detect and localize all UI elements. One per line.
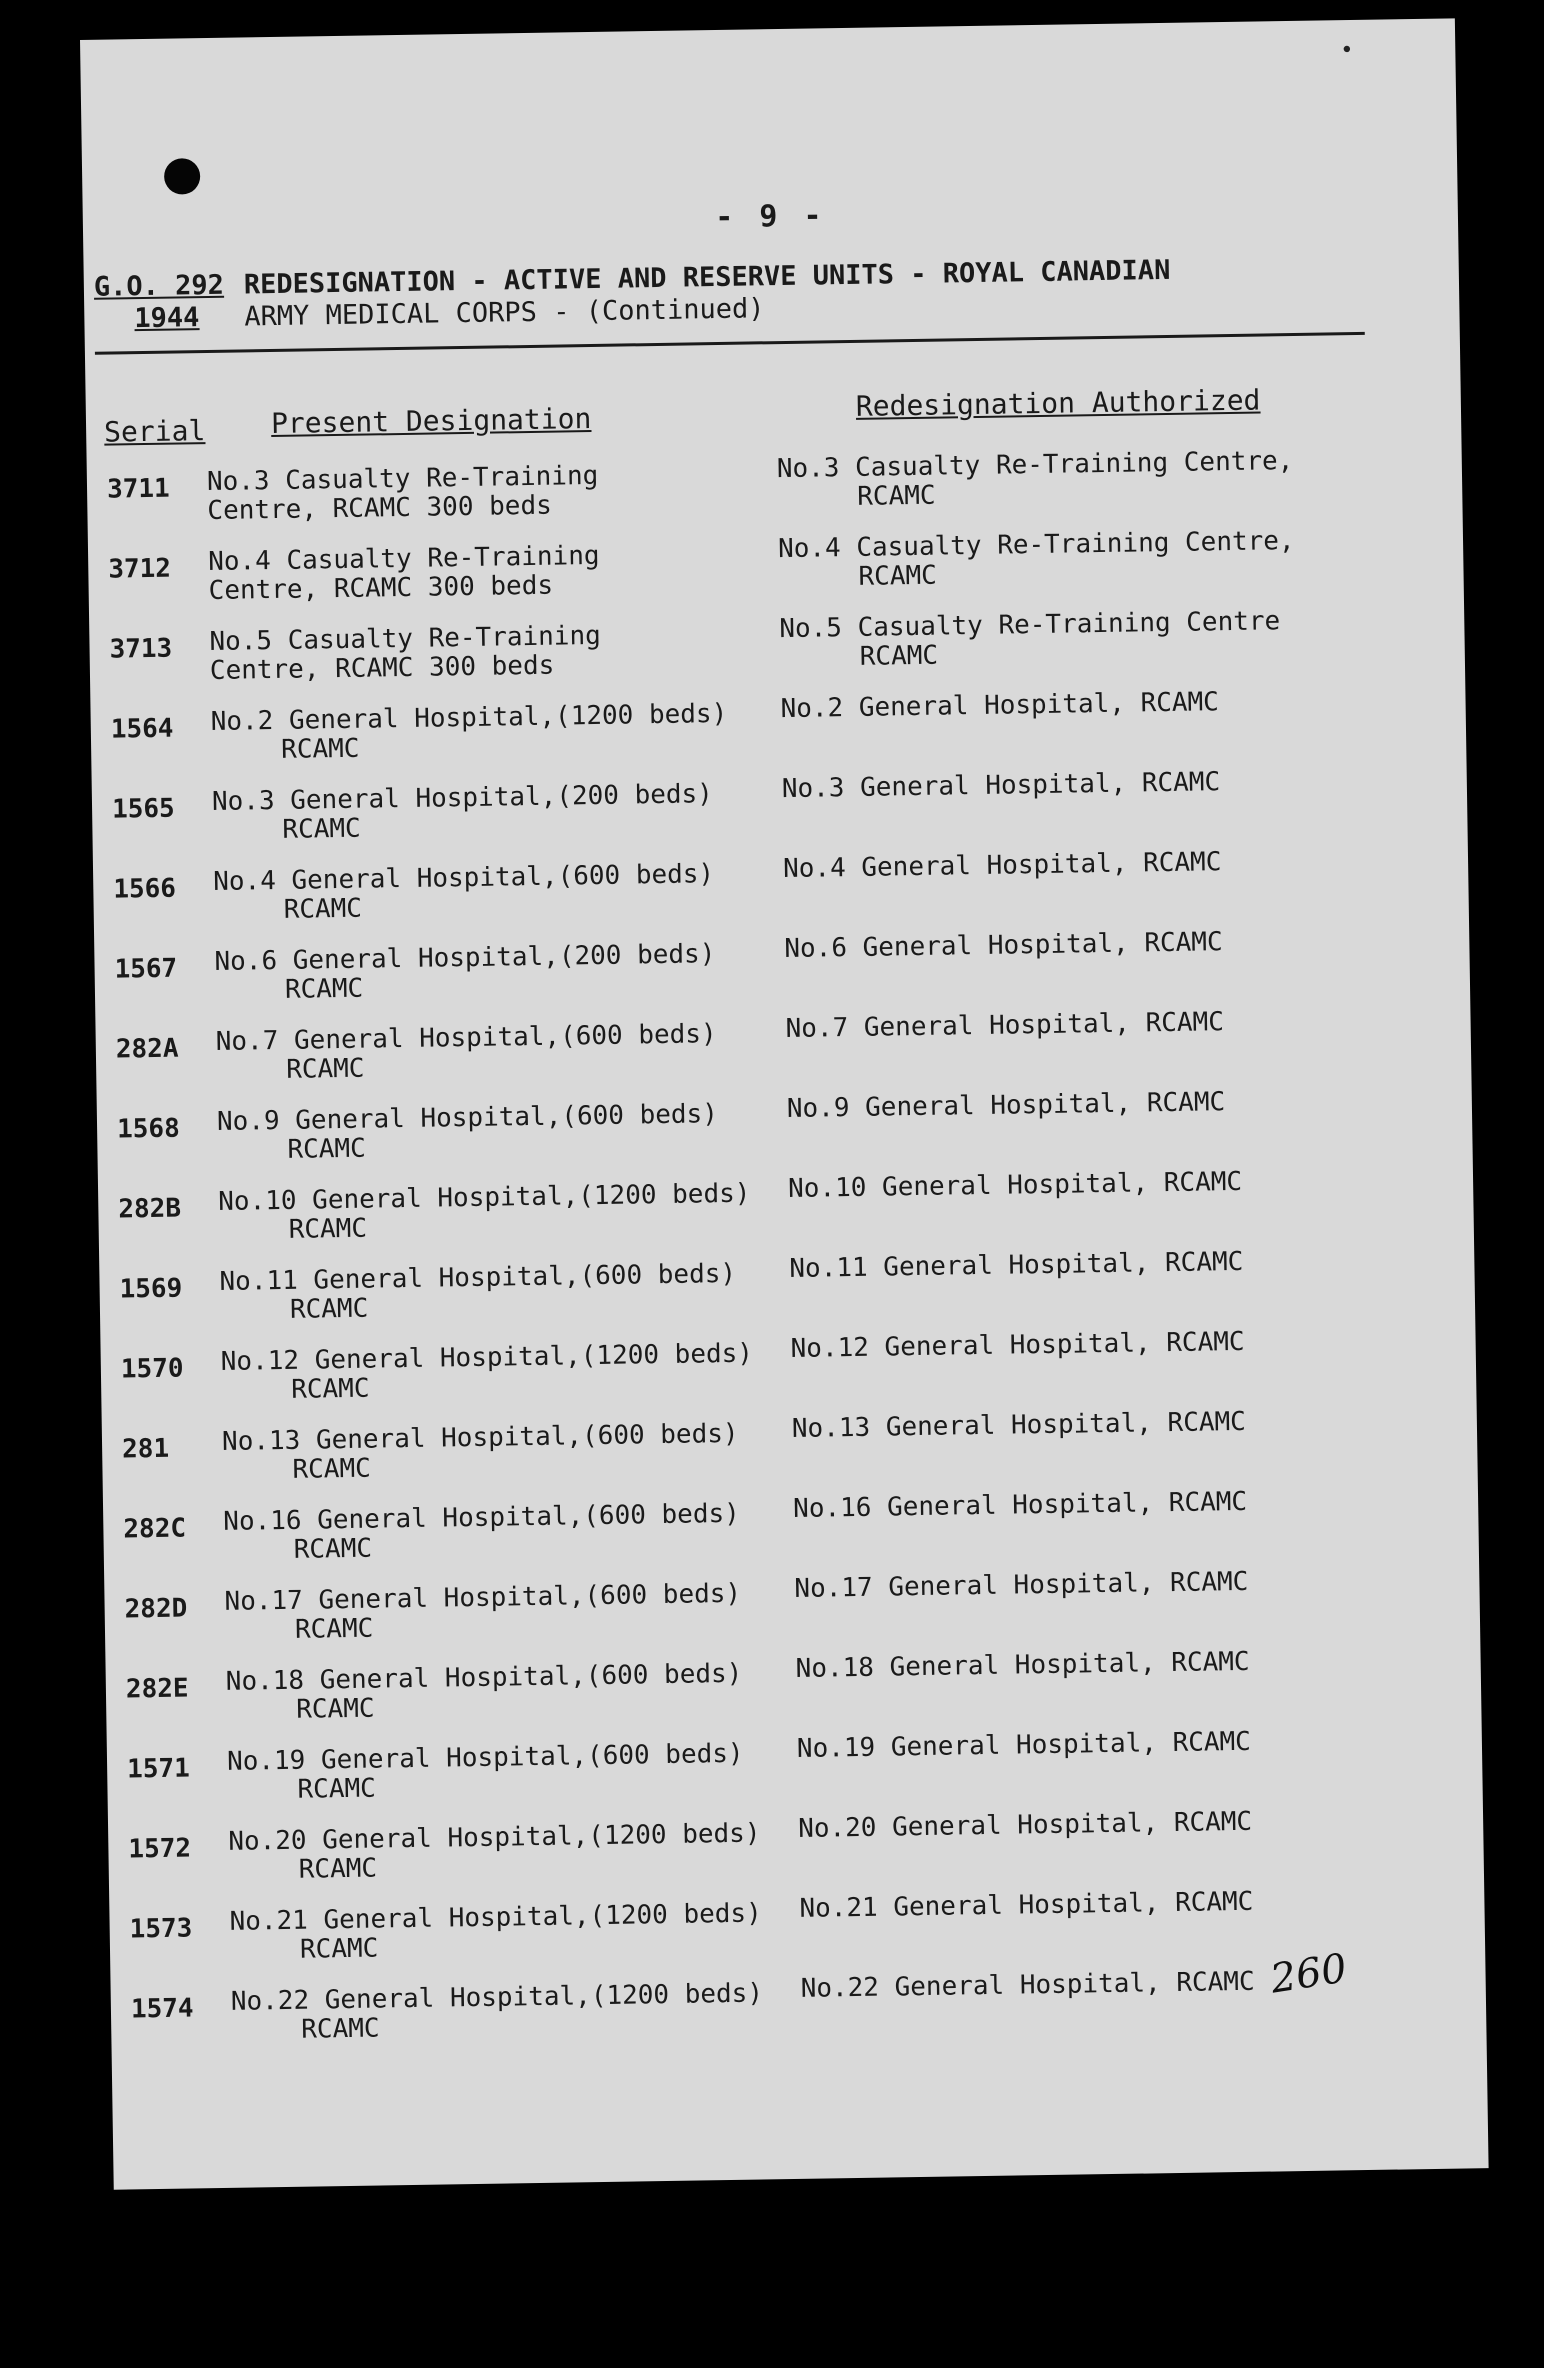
serial-cell: 282C xyxy=(123,1513,187,1545)
edge-mark: • xyxy=(1340,37,1354,64)
present-line-2: RCAMC xyxy=(288,1213,368,1245)
present-designation-cell xyxy=(212,779,773,846)
serial-cell: 281 xyxy=(121,1433,170,1465)
present-designation-cell xyxy=(219,1259,780,1326)
present-line-2: RCAMC xyxy=(293,1533,373,1565)
redesignation-line-2: RCAMC xyxy=(857,480,936,512)
present-line-1: No.2 General Hospital,(1200 beds) xyxy=(210,698,728,738)
present-line-2: Centre, RCAMC 300 beds xyxy=(207,490,552,527)
redesignation-cell xyxy=(778,525,1419,593)
present-line-1: No.12 General Hospital,(1200 beds) xyxy=(220,1338,754,1377)
serial-cell: 1568 xyxy=(116,1113,180,1145)
present-designation-cell xyxy=(218,1179,779,1246)
present-designation-cell xyxy=(221,1339,782,1406)
punch-hole xyxy=(164,158,201,195)
redesignation-line-1: No.12 General Hospital, RCAMC xyxy=(790,1326,1245,1364)
present-designation-cell xyxy=(209,619,770,686)
serial-cell: 1566 xyxy=(113,873,177,905)
present-designation-cell xyxy=(222,1419,783,1486)
redesignation-line-1: No.4 General Hospital, RCAMC xyxy=(782,847,1222,885)
redesignation-line-1: No.11 General Hospital, RCAMC xyxy=(789,1246,1244,1285)
present-designation-cell xyxy=(229,1899,790,1966)
present-line-2: RCAMC xyxy=(289,1293,369,1325)
present-line-1: No.9 General Hospital,(600 beds) xyxy=(216,1099,719,1137)
present-designation-cell xyxy=(217,1099,778,1166)
present-line-2: RCAMC xyxy=(298,1853,378,1885)
redesignation-cell xyxy=(779,605,1420,673)
present-designation-cell xyxy=(228,1819,789,1886)
document-title xyxy=(244,252,1345,333)
present-line-2: Centre, RCAMC 300 beds xyxy=(209,650,555,687)
present-line-2: RCAMC xyxy=(292,1453,371,1485)
present-designation-cell xyxy=(216,1019,777,1086)
present-designation-cell xyxy=(226,1659,787,1726)
redesignation-line-1: No.18 General Hospital, RCAMC xyxy=(795,1646,1250,1684)
general-order-number: G.O. 292 xyxy=(93,269,225,303)
serial-cell: 1564 xyxy=(110,713,174,745)
present-line-2: RCAMC xyxy=(282,813,361,845)
redesignation-line-1: No.20 General Hospital, RCAMC xyxy=(797,1806,1253,1844)
redesignation-line-1: No.10 General Hospital, RCAMC xyxy=(787,1166,1243,1205)
present-line-2: Centre, RCAMC 300 beds xyxy=(208,570,554,607)
table-header xyxy=(86,383,1406,449)
serial-cell: 1567 xyxy=(114,953,178,985)
serial-cell: 1570 xyxy=(120,1353,184,1385)
page-number: - 9 - xyxy=(714,198,826,236)
general-order-year: 1944 xyxy=(134,302,200,335)
present-line-2: RCAMC xyxy=(294,1613,374,1645)
present-line-1: No.3 Casualty Re-Training xyxy=(206,460,599,498)
present-designation-cell xyxy=(224,1579,785,1646)
header-present-designation: Present Designation xyxy=(270,402,592,441)
redesignation-cell xyxy=(777,445,1418,513)
redesignation-line-1: No.7 General Hospital, RCAMC xyxy=(785,1007,1225,1045)
redesignation-line-1: No.17 General Hospital, RCAMC xyxy=(794,1566,1249,1604)
serial-cell: 1573 xyxy=(129,1913,193,1945)
document-page xyxy=(80,18,1489,2189)
serial-cell: 3713 xyxy=(109,633,173,665)
present-designation-cell xyxy=(223,1499,784,1566)
present-line-1: No.18 General Hospital,(600 beds) xyxy=(225,1658,743,1697)
present-designation-cell xyxy=(214,939,775,1006)
redesignation-line-1: No.13 General Hospital, RCAMC xyxy=(791,1406,1247,1444)
present-line-1: No.4 General Hospital,(600 beds) xyxy=(213,859,715,898)
serial-cell: 1574 xyxy=(130,1993,194,2025)
designation-table xyxy=(87,445,1432,2070)
present-line-1: No.4 Casualty Re-Training xyxy=(207,540,600,578)
present-line-2: RCAMC xyxy=(290,1373,370,1405)
redesignation-line-2: RCAMC xyxy=(859,640,939,672)
serial-cell: 282D xyxy=(124,1593,188,1625)
present-line-1: No.5 Casualty Re-Training xyxy=(209,620,602,658)
present-line-1: No.13 General Hospital,(600 beds) xyxy=(221,1418,739,1457)
present-designation-cell xyxy=(211,699,772,766)
header-serial: Serial xyxy=(103,414,206,449)
redesignation-line-1: No.9 General Hospital, RCAMC xyxy=(786,1087,1226,1125)
present-designation-cell xyxy=(213,859,774,926)
present-line-1: No.11 General Hospital,(600 beds) xyxy=(219,1258,737,1297)
present-line-2: RCAMC xyxy=(297,1773,377,1805)
title-line-1: REDESIGNATION - ACTIVE AND RESERVE UNITS - ROYAL CANADIAN xyxy=(243,254,1171,301)
present-designation-cell xyxy=(227,1739,788,1806)
present-line-1: No.22 General Hospital,(1200 beds) xyxy=(230,1978,764,2017)
present-designation-cell xyxy=(208,539,769,606)
redesignation-line-1: No.2 General Hospital, RCAMC xyxy=(780,687,1220,725)
serial-cell: 282E xyxy=(125,1673,189,1705)
present-line-2: RCAMC xyxy=(280,733,360,765)
present-line-1: No.20 General Hospital,(1200 beds) xyxy=(228,1818,761,1857)
header-redesignation-authorized: Redesignation Authorized xyxy=(855,383,1261,423)
present-line-2: RCAMC xyxy=(283,893,363,925)
redesignation-line-1: No.16 General Hospital, RCAMC xyxy=(792,1486,1248,1524)
present-designation-cell xyxy=(231,1979,792,2046)
present-line-2: RCAMC xyxy=(301,2013,380,2045)
present-line-2: RCAMC xyxy=(296,1693,375,1725)
present-line-1: No.6 General Hospital,(200 beds) xyxy=(214,939,716,977)
serial-cell: 282B xyxy=(118,1193,182,1225)
present-line-1: No.7 General Hospital,(600 beds) xyxy=(215,1019,717,1057)
present-line-1: No.19 General Hospital,(600 beds) xyxy=(226,1738,744,1777)
present-line-2: RCAMC xyxy=(285,1053,365,1085)
redesignation-line-1: No.4 Casualty Re-Training Centre, xyxy=(777,525,1295,565)
present-line-1: No.16 General Hospital,(600 beds) xyxy=(223,1498,741,1537)
redesignation-line-1: No.21 General Hospital, RCAMC xyxy=(799,1886,1254,1924)
serial-cell: 3712 xyxy=(108,553,172,585)
present-line-2: RCAMC xyxy=(287,1133,366,1165)
present-line-2: RCAMC xyxy=(284,973,364,1005)
present-line-2: RCAMC xyxy=(299,1933,379,1965)
serial-cell: 1565 xyxy=(111,793,175,825)
serial-cell: 282A xyxy=(115,1033,179,1065)
serial-cell: 1569 xyxy=(119,1273,183,1305)
redesignation-line-2: RCAMC xyxy=(858,560,938,592)
title-rule xyxy=(95,332,1365,355)
serial-cell: 3711 xyxy=(106,473,170,505)
present-designation-cell xyxy=(207,459,768,526)
redesignation-line-1: No.6 General Hospital, RCAMC xyxy=(784,927,1223,965)
general-order-reference xyxy=(94,270,225,336)
present-line-1: No.17 General Hospital,(600 beds) xyxy=(224,1578,742,1617)
title-line-2: ARMY MEDICAL CORPS - (Continued) xyxy=(244,293,765,333)
present-line-1: No.21 General Hospital,(1200 beds) xyxy=(229,1898,762,1937)
redesignation-line-1: No.3 Casualty Re-Training Centre, xyxy=(776,445,1294,485)
handwritten-page-annotation: 260 xyxy=(1267,1945,1350,2003)
redesignation-line-1: No.19 General Hospital, RCAMC xyxy=(796,1726,1252,1764)
present-line-1: No.10 General Hospital,(1200 beds) xyxy=(218,1178,751,1217)
redesignation-line-1: No.5 Casualty Re-Training Centre xyxy=(779,606,1281,645)
redesignation-line-1: No.3 General Hospital, RCAMC xyxy=(781,767,1221,805)
serial-cell: 1571 xyxy=(126,1753,191,1785)
redesignation-line-1: No.22 General Hospital, RCAMC xyxy=(800,1966,1255,2004)
serial-cell: 1572 xyxy=(128,1833,192,1865)
present-line-1: No.3 General Hospital,(200 beds) xyxy=(211,779,714,818)
